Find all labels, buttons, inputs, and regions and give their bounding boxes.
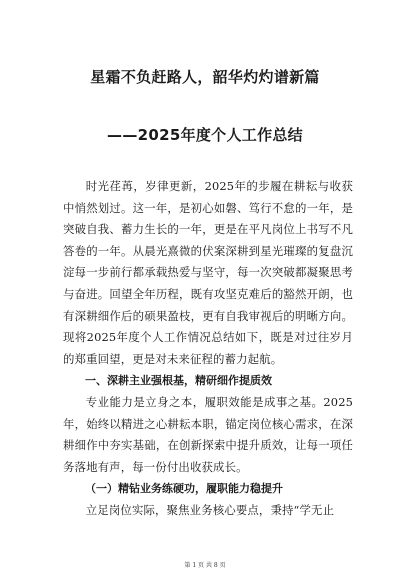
section-heading-1: 一、深耕主业强根基，精研细作提质效 [85, 374, 272, 388]
document-title: 星霜不负赶路人，韶华灼灼谱新篇 [90, 68, 320, 86]
page-footer: 第 1 页 共 8 页 [184, 562, 226, 569]
section-paragraph-1: 专业能力是立身之本，履职效能是成事之基。2025年，始终以精进之心耕耘本职，锚定岗位核心需求，在深耕细作中夯实基础，在创新探索中提升质效，让每一项任务落地有声，每一份付出收获成长。 [63, 394, 353, 474]
document-subtitle: ——2025年度个人工作总结 [107, 126, 303, 144]
intro-paragraph: 时光荏苒，岁律更新，2025年的步履在耕耘与收获中悄然划过。这一年，是初心如磐、笃行不怠的一年，是突破自我、蓄力生长的一年，更是在平凡岗位上书写不凡答卷的一年。从晨光熹微的伏案深耕到星光璀璨的复盘沉淀每一步前行都承载热爱与坚守，每一次突破都凝聚思考与奋进。回望全年历程，既有攻坚克难后的豁然开朗，也有深耕细作后的硕果盈枝，更有自我审视后的明晰方向。现将2025年度个人工作情况总结如下，既是对过往岁月的郑重回望，更是对未来征程的蓄力起航。 [63, 179, 353, 366]
subsection-heading-1: （一）精钻业务练硬功，履职能力稳提升 [85, 482, 283, 496]
document-body [63, 176, 353, 522]
subsection-paragraph-1: 立足岗位实际，聚焦业务核心要点，秉持“学无止 [85, 502, 335, 517]
